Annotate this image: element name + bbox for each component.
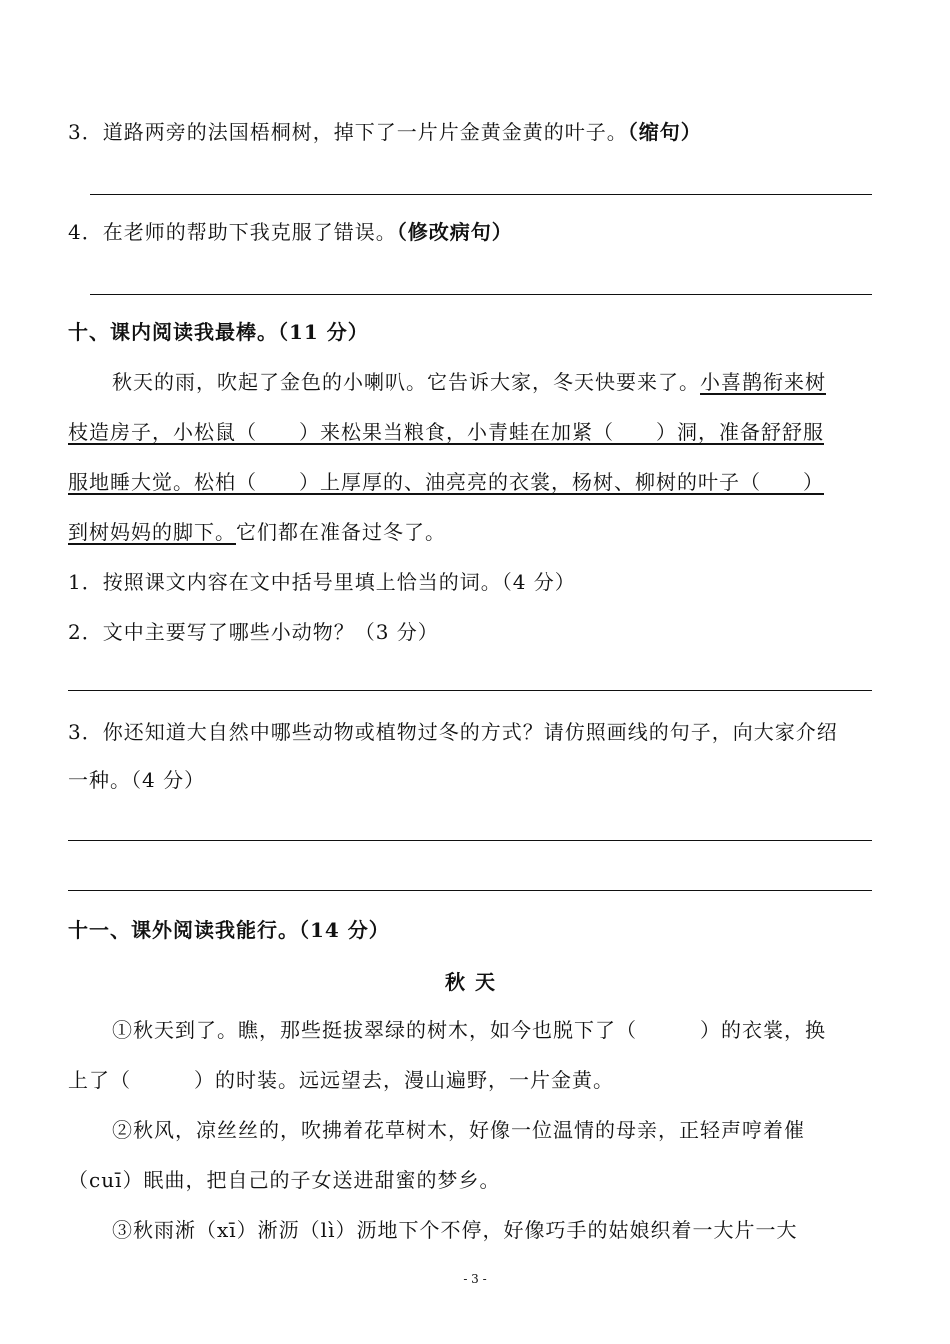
answer-line-s10-q3-b[interactable] — [68, 890, 872, 891]
passage-line-1 — [112, 368, 826, 396]
question-3-text: 3．道路两旁的法国梧桐树，掉下了一片片金黄金黄的叶子。 — [68, 120, 628, 144]
article-paragraph-1-line-1: ①秋天到了。瞧，那些挺拔翠绿的树木，如今也脱下了（ ）的衣裳，换 — [112, 1018, 826, 1042]
article-paragraph-3-line-1: ③秋雨淅（xī）淅沥（lì）沥地下个不停，好像巧手的姑娘织着一大片一大 — [112, 1218, 798, 1242]
section-10-title: 十、课内阅读我最棒。（11 分） — [68, 320, 369, 344]
section-10-question-1: 1．按照课文内容在文中括号里填上恰当的词。（4 分） — [68, 570, 576, 594]
section-11-title: 十一、课外阅读我能行。（14 分） — [68, 918, 390, 942]
answer-line-q3[interactable] — [90, 194, 872, 195]
page-number: - 3 - — [463, 1272, 487, 1286]
question-4 — [68, 218, 513, 246]
article-paragraph-1-line-2: 上了（ ）的时装。远远望去，漫山遍野，一片金黄。 — [68, 1068, 614, 1092]
question-4-text: 4．在老师的帮助下我克服了错误。 — [68, 220, 397, 244]
question-4-tag: （修改病句） — [396, 220, 513, 244]
answer-line-s10-q3-a[interactable] — [68, 840, 872, 841]
section-10-question-3-line-2: 一种。（4 分） — [68, 768, 206, 792]
question-3 — [68, 118, 702, 146]
article-paragraph-2-line-2: （cuī）眠曲，把自己的子女送进甜蜜的梦乡。 — [68, 1168, 501, 1192]
section-10-question-3-line-1: 3．你还知道大自然中哪些动物或植物过冬的方式？请仿照画线的句子，向大家介绍 — [68, 720, 838, 744]
passage-line-4-plain: 它们都在准备过冬了。 — [236, 520, 446, 544]
question-3-tag: （缩句） — [627, 120, 702, 144]
section-10-question-2: 2．文中主要写了哪些小动物？（3 分） — [68, 620, 439, 644]
passage-line-3: 服地睡大觉。松柏（ ）上厚厚的、油亮亮的衣裳，杨树、柳树的叶子（ ） — [68, 470, 824, 494]
passage-line-4 — [68, 518, 446, 546]
article-title: 秋天 — [445, 970, 505, 994]
passage-line-2: 枝造房子，小松鼠（ ）来松果当粮食，小青蛙在加紧（ ）洞，准备舒舒服 — [68, 420, 824, 444]
answer-line-s10-q2[interactable] — [68, 690, 872, 691]
passage-line-4-underlined: 到树妈妈的脚下。 — [68, 520, 236, 544]
passage-line-1-underlined: 小喜鹊衔来树 — [700, 370, 826, 394]
answer-line-q4[interactable] — [90, 294, 872, 295]
passage-line-1-plain: 秋天的雨，吹起了金色的小喇叭。它告诉大家，冬天快要来了。 — [112, 370, 700, 394]
article-paragraph-2-line-1: ②秋风，凉丝丝的，吹拂着花草树木，好像一位温情的母亲，正轻声哼着催 — [112, 1118, 805, 1142]
